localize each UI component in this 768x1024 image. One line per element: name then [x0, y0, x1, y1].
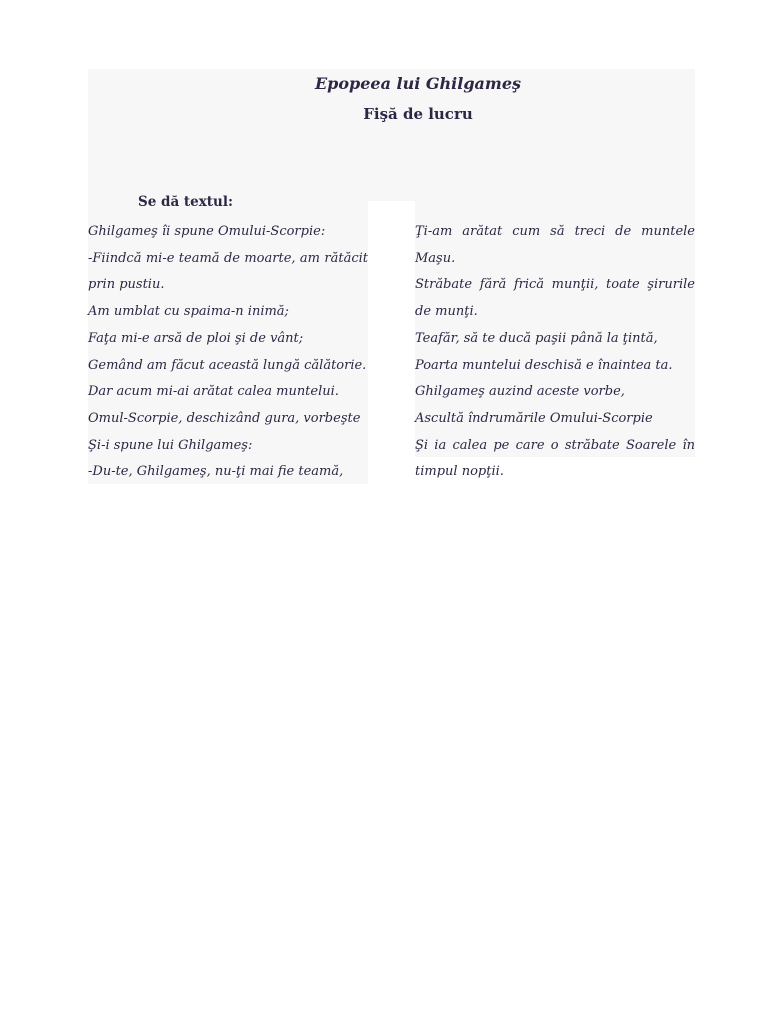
verse-line: -Du-te, Ghilgameş, nu-ţi mai fie teamă, — [88, 464, 344, 480]
verse-line: Şi-i spune lui Ghilgameş: — [88, 437, 253, 453]
verse-line: Dar acum mi-ai arătat calea muntelui. — [88, 384, 339, 400]
verse-line: Am umblat cu spaima-n inimă; — [88, 304, 289, 320]
verse-line: Poarta muntelui deschisă e înaintea ta. — [415, 357, 673, 373]
verse-line: Ascultă îndrumările Omului-Scorpie — [415, 410, 653, 426]
verse-line: Şi ia calea pe care o străbate Soarele în timpul nopţii. — [415, 437, 695, 480]
verse-line: Ţi-am arătat cum să treci de muntele Maşu. — [415, 224, 695, 266]
document-title: Epopeea lui Ghilgameş — [314, 74, 522, 93]
verse-line: Faţa mi-e arsă de ploi şi de vânt; — [88, 330, 304, 346]
verse-line: -Fiindcă mi-e teamă de moarte, am rătăcit prin pustiu. — [88, 250, 368, 293]
verse-line: Teafăr, să te ducă paşii până la ţintă, — [415, 330, 658, 346]
verse-line: Omul-Scorpie, deschizând gura, vorbeşte — [88, 410, 361, 426]
verse-line: Străbate fără frică munţii, toate şirurile de munţi. — [415, 277, 695, 320]
document-subtitle: Fişă de lucru — [363, 105, 473, 123]
poem-left-column — [88, 219, 368, 486]
verse-line: Ghilgameş îi spune Omului-Scorpie: — [88, 224, 326, 239]
intro-label: Se dă textul: — [138, 194, 233, 210]
verse-line: Gemând am făcut această lungă călătorie. — [88, 357, 367, 373]
verse-line: Ghilgameş auzind aceste vorbe, — [415, 384, 625, 400]
poem-right-column — [415, 219, 695, 486]
